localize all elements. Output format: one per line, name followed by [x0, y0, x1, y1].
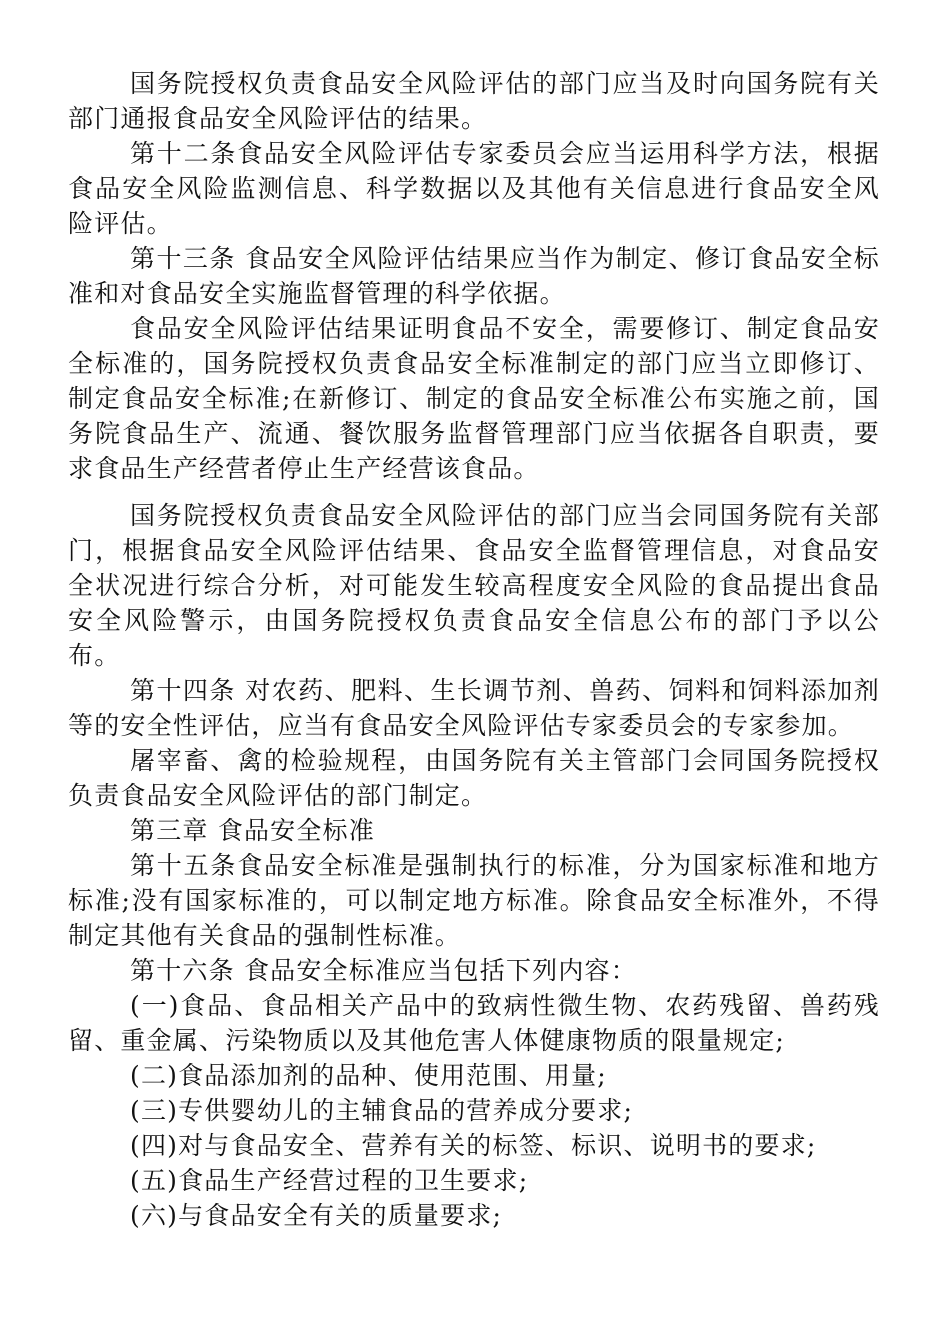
document-page — [68, 66, 880, 1233]
list-item: (五)食品生产经营过程的卫生要求; — [130, 1166, 529, 1195]
list-item: (三)专供婴幼儿的主辅食品的营养成分要求; — [130, 1096, 634, 1125]
list-item: (二)食品添加剂的品种、使用范围、用量; — [130, 1061, 607, 1090]
article-14-paragraph: 第十四条 对农药、肥料、生长调节剂、兽药、饲料和饲料添加剂等的安全性评估，应当有食品安全风险评估专家委员会的专家参加。 — [68, 676, 880, 740]
chapter-heading: 第三章 食品安全标准 — [130, 816, 375, 845]
list-item: (一)食品、食品相关产品中的致病性微生物、农药残留、兽药残留、重金属、污染物质以及其他危害人体健康物质的限量规定; — [68, 991, 880, 1055]
paragraph: 国务院授权负责食品安全风险评估的部门应当会同国务院有关部门，根据食品安全风险评估结果、食品安全监督管理信息，对食品安全状况进行综合分析，对可能发生较高程度安全风险的食品提出食品安全风险警示，由国务院授权负责食品安全信息公布的部门予以公布。 — [68, 501, 880, 670]
paragraph: 国务院授权负责食品安全风险评估的部门应当及时向国务院有关部门通报食品安全风险评估的结果。 — [68, 69, 880, 133]
article-16-paragraph: 第十六条 食品安全标准应当包括下列内容： — [130, 956, 637, 985]
article-15-paragraph: 第十五条食品安全标准是强制执行的标准，分为国家标准和地方标准;没有国家标准的，可以制定地方标准。除食品安全标准外，不得制定其他有关食品的强制性标准。 — [68, 851, 880, 950]
article-13-paragraph: 第十三条 食品安全风险评估结果应当作为制定、修订食品安全标准和对食品安全实施监督管理的科学依据。 — [68, 244, 880, 308]
article-12-paragraph: 第十二条食品安全风险评估专家委员会应当运用科学方法，根据食品安全风险监测信息、科学数据以及其他有关信息进行食品安全风险评估。 — [68, 139, 880, 238]
list-item: (六)与食品安全有关的质量要求; — [130, 1201, 503, 1230]
paragraph: 食品安全风险评估结果证明食品不安全，需要修订、制定食品安全标准的，国务院授权负责食品安全标准制定的部门应当立即修订、制定食品安全标准;在新修订、制定的食品安全标准公布实施之前，国务院食品生产、流通、餐饮服务监督管理部门应当依据各自职责，要求食品生产经营者停止生产经营该食品。 — [68, 314, 880, 483]
paragraph: 屠宰畜、禽的检验规程，由国务院有关主管部门会同国务院授权负责食品安全风险评估的部门制定。 — [68, 746, 880, 810]
list-item: (四)对与食品安全、营养有关的标签、标识、说明书的要求; — [130, 1131, 817, 1160]
